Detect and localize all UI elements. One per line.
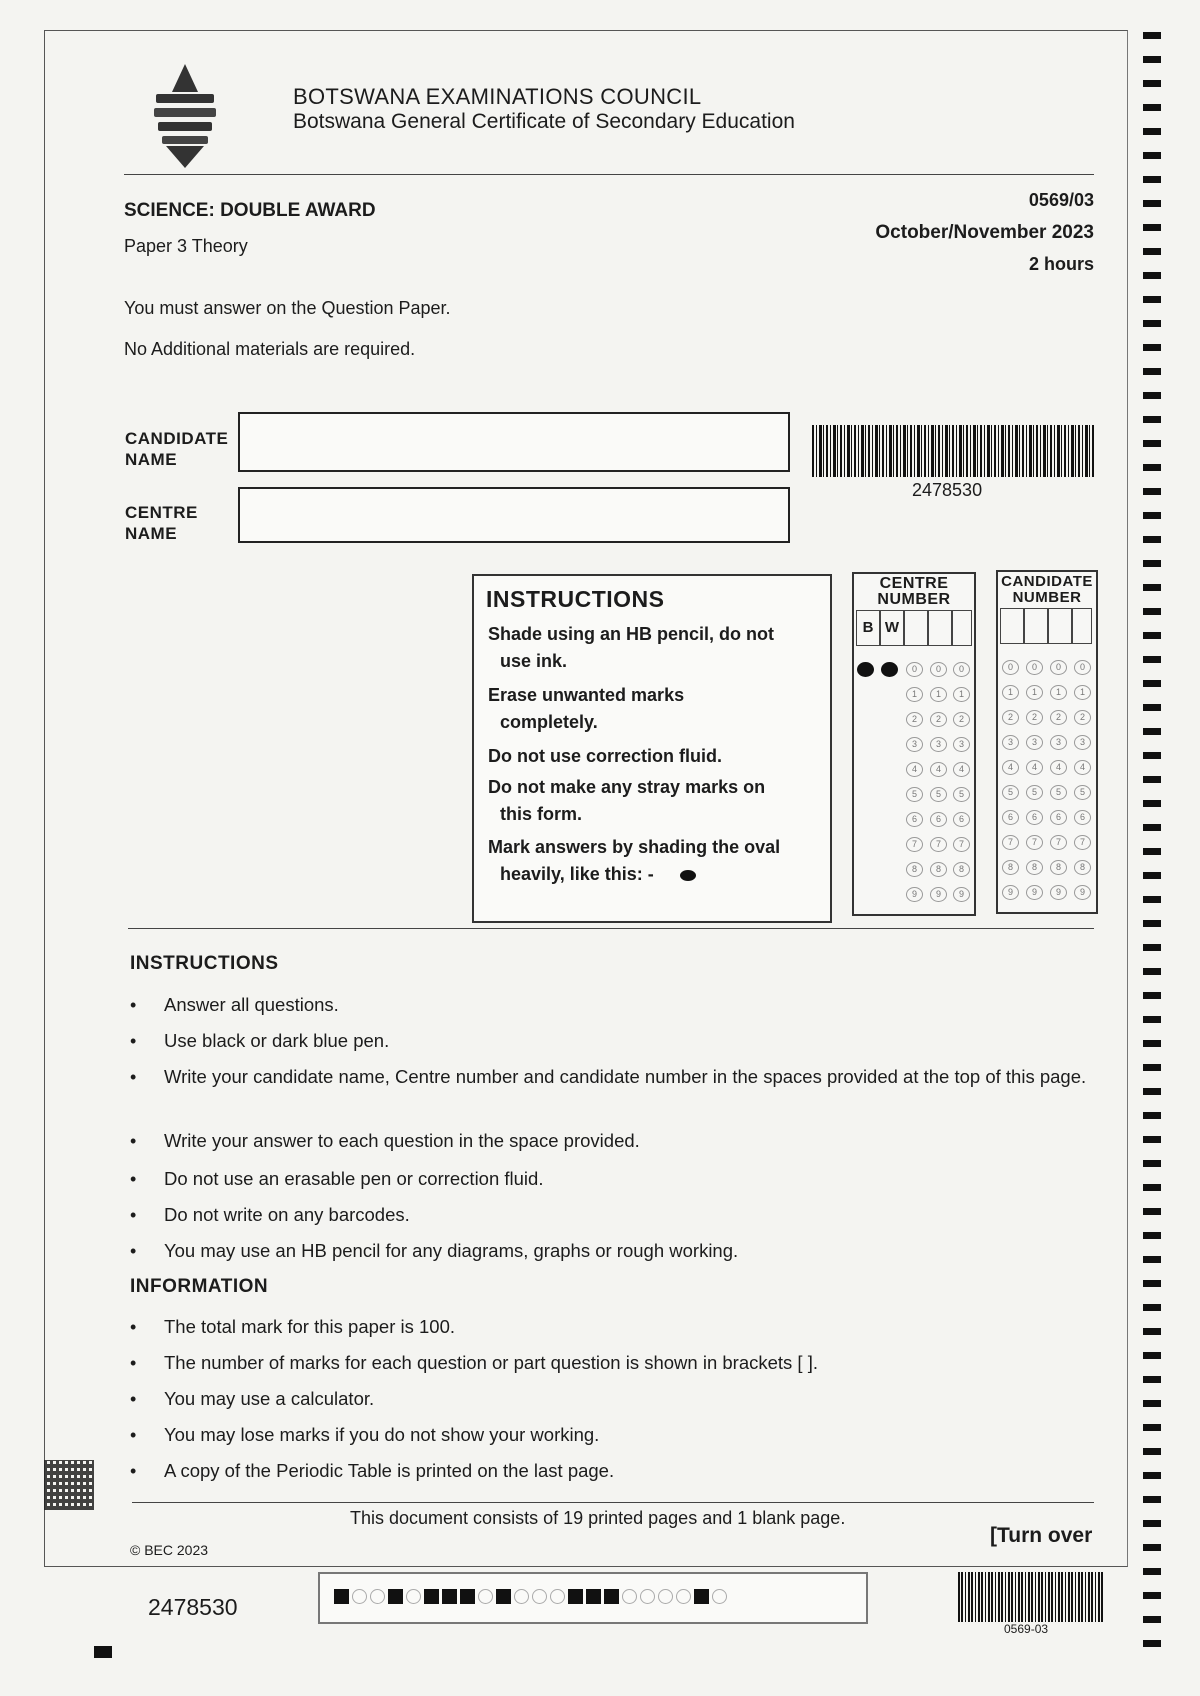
barcode-code: 0569-03 <box>1004 1622 1049 1636</box>
certificate-name: Botswana General Certificate of Secondary Education <box>293 110 795 133</box>
side-timing-mark <box>1143 1400 1161 1407</box>
timing-mark-filled <box>424 1589 439 1604</box>
side-timing-mark <box>1143 1592 1161 1599</box>
digit-oval[interactable]: 3 <box>1026 735 1043 750</box>
digit-oval[interactable]: 1 <box>930 687 947 702</box>
shading-line: Shade using an HB pencil, do not <box>488 624 775 644</box>
side-timing-mark <box>1143 1472 1161 1479</box>
shading-instructions-title: INSTRUCTIONS <box>486 586 665 612</box>
digit-oval[interactable]: 0 <box>930 662 947 677</box>
digit-oval[interactable]: 4 <box>1026 760 1043 775</box>
digit-oval[interactable]: 5 <box>1002 785 1019 800</box>
side-timing-mark <box>1143 152 1161 159</box>
digit-oval[interactable]: 6 <box>906 812 923 827</box>
side-timing-mark <box>1143 1064 1161 1071</box>
digit-oval[interactable]: 9 <box>1026 885 1043 900</box>
timing-mark-filled <box>568 1589 583 1604</box>
corner-mark <box>94 1646 112 1658</box>
centre-digit-box[interactable] <box>952 610 972 646</box>
candidate-digit-box[interactable] <box>1072 608 1092 644</box>
candidate-number-grid <box>996 570 1098 914</box>
digit-oval[interactable]: 6 <box>1050 810 1067 825</box>
footer-divider <box>132 1502 1094 1503</box>
digit-oval[interactable]: 6 <box>930 812 947 827</box>
digit-oval[interactable]: 0 <box>1026 660 1043 675</box>
digit-oval[interactable]: 8 <box>1026 860 1043 875</box>
timing-mark-empty <box>622 1589 637 1604</box>
bottom-barcode <box>958 1572 1104 1622</box>
script-number: 2478530 <box>148 1594 238 1620</box>
timing-mark-filled <box>586 1589 601 1604</box>
side-timing-mark <box>1143 536 1161 543</box>
digit-oval[interactable]: 8 <box>953 862 970 877</box>
digit-oval[interactable]: 1 <box>1074 685 1091 700</box>
digit-oval[interactable]: 9 <box>953 887 970 902</box>
digit-oval[interactable]: 7 <box>906 837 923 852</box>
side-timing-mark <box>1143 1496 1161 1503</box>
side-timing-mark <box>1143 1136 1161 1143</box>
digit-oval[interactable]: 4 <box>906 762 923 777</box>
centre-name-field[interactable] <box>238 487 790 543</box>
digit-oval[interactable]: 3 <box>906 737 923 752</box>
exam-session: October/November 2023 <box>875 222 1094 243</box>
candidate-name-field[interactable] <box>238 412 790 472</box>
digit-oval[interactable]: 7 <box>953 837 970 852</box>
digit-oval[interactable]: 6 <box>1002 810 1019 825</box>
digit-oval[interactable]: 7 <box>1074 835 1091 850</box>
side-timing-mark <box>1143 848 1161 855</box>
digit-oval[interactable]: 5 <box>1050 785 1067 800</box>
side-timing-mark <box>1143 392 1161 399</box>
shading-line: Mark answers by shading the oval <box>488 837 781 857</box>
digit-oval[interactable]: 5 <box>1026 785 1043 800</box>
side-timing-mark <box>1143 632 1161 639</box>
side-timing-mark <box>1143 608 1161 615</box>
side-timing-mark <box>1143 680 1161 687</box>
digit-oval[interactable]: 8 <box>1050 860 1067 875</box>
digit-oval[interactable]: 4 <box>1002 760 1019 775</box>
digit-oval[interactable]: 3 <box>930 737 947 752</box>
council-name: BOTSWANA EXAMINATIONS COUNCIL <box>293 84 702 109</box>
digit-oval[interactable]: 7 <box>1002 835 1019 850</box>
digit-oval[interactable]: 7 <box>1026 835 1043 850</box>
timing-track <box>334 1589 727 1604</box>
digit-oval[interactable]: 5 <box>906 787 923 802</box>
bec-logo <box>150 62 220 170</box>
side-timing-mark <box>1143 1088 1161 1095</box>
side-timing-mark <box>1143 1304 1161 1311</box>
side-timing-mark <box>1143 320 1161 327</box>
side-timing-mark <box>1143 1352 1161 1359</box>
side-timing-mark <box>1143 440 1161 447</box>
digit-oval[interactable]: 0 <box>1050 660 1067 675</box>
side-timing-mark <box>1143 104 1161 111</box>
timing-mark-empty <box>676 1589 691 1604</box>
digit-oval[interactable]: 5 <box>930 787 947 802</box>
timing-mark-empty <box>370 1589 385 1604</box>
shading-line: Erase unwanted marks <box>488 685 685 705</box>
digit-oval[interactable]: 1 <box>953 687 970 702</box>
digit-oval[interactable]: 9 <box>1050 885 1067 900</box>
side-timing-mark <box>1143 56 1161 63</box>
centre-prefix-b: B <box>856 610 880 646</box>
candidate-digit-box[interactable] <box>1000 608 1024 644</box>
digit-oval[interactable]: 2 <box>1026 710 1043 725</box>
digit-oval[interactable]: 2 <box>953 712 970 727</box>
form-divider <box>128 928 1094 929</box>
candidate-name-label: CANDIDATE NAME <box>125 429 229 469</box>
digit-oval[interactable]: 8 <box>1002 860 1019 875</box>
side-timing-mark <box>1143 1376 1161 1383</box>
digit-oval[interactable]: 9 <box>906 887 923 902</box>
side-timing-mark <box>1143 920 1161 927</box>
digit-oval[interactable]: 8 <box>1074 860 1091 875</box>
side-timing-mark <box>1143 344 1161 351</box>
side-timing-mark <box>1143 200 1161 207</box>
digit-oval[interactable]: 9 <box>1074 885 1091 900</box>
digit-oval[interactable]: 9 <box>1002 885 1019 900</box>
side-timing-mark <box>1143 584 1161 591</box>
paper-code: 0569/03 <box>1028 190 1094 210</box>
side-timing-mark <box>1143 1568 1161 1575</box>
digit-oval[interactable]: 5 <box>1074 785 1091 800</box>
digit-oval[interactable]: 3 <box>1074 735 1091 750</box>
side-timing-mark <box>1143 224 1161 231</box>
qr-code <box>44 1460 94 1510</box>
side-timing-mark <box>1143 296 1161 303</box>
digit-oval[interactable]: 8 <box>930 862 947 877</box>
side-timing-mark <box>1143 1040 1161 1047</box>
timing-mark-filled <box>460 1589 475 1604</box>
timing-mark-filled <box>334 1589 349 1604</box>
side-timing-mark <box>1143 704 1161 711</box>
side-timing-mark <box>1143 1544 1161 1551</box>
side-timing-mark <box>1143 752 1161 759</box>
side-timing-mark <box>1143 464 1161 471</box>
timing-mark-empty <box>406 1589 421 1604</box>
shading-line: use ink. <box>500 651 568 671</box>
centre-name-label: CENTRE NAME <box>125 503 198 543</box>
digit-oval[interactable]: 6 <box>1074 810 1091 825</box>
shading-line: Do not use correction fluid. <box>488 746 723 766</box>
page-count-note: This document consists of 19 printed pages and 1 blank page. <box>350 1508 846 1528</box>
digit-oval[interactable]: 9 <box>930 887 947 902</box>
digit-oval[interactable]: 0 <box>1074 660 1091 675</box>
timing-mark-filled <box>442 1589 457 1604</box>
subject-title: SCIENCE: DOUBLE AWARD <box>124 200 376 221</box>
shading-line: heavily, like this: - <box>500 864 654 884</box>
digit-oval[interactable]: 1 <box>1050 685 1067 700</box>
side-timing-mark <box>1143 1520 1161 1527</box>
digit-oval[interactable]: 4 <box>1074 760 1091 775</box>
centre-digit-box[interactable] <box>928 610 952 646</box>
side-timing-mark <box>1143 1328 1161 1335</box>
shading-line: Do not make any stray marks on <box>488 777 766 797</box>
side-timing-mark <box>1143 416 1161 423</box>
side-timing-mark <box>1143 1160 1161 1167</box>
side-timing-mark <box>1143 1616 1161 1623</box>
side-timing-mark <box>1143 80 1161 87</box>
side-timing-mark <box>1143 896 1161 903</box>
digit-oval[interactable]: 2 <box>1002 710 1019 725</box>
side-timing-mark <box>1143 728 1161 735</box>
side-timing-mark <box>1143 488 1161 495</box>
side-timing-mark <box>1143 872 1161 879</box>
timing-mark-empty <box>640 1589 655 1604</box>
copyright: © BEC 2023 <box>130 1542 209 1558</box>
timing-mark-empty <box>532 1589 547 1604</box>
side-timing-mark <box>1143 1448 1161 1455</box>
digit-oval[interactable]: 6 <box>1026 810 1043 825</box>
side-timing-mark <box>1143 1280 1161 1287</box>
digit-oval[interactable]: 0 <box>953 662 970 677</box>
digit-oval[interactable]: 3 <box>1002 735 1019 750</box>
side-timing-mark <box>1143 992 1161 999</box>
digit-oval[interactable]: 2 <box>1050 710 1067 725</box>
shading-instructions-box <box>472 574 832 923</box>
digit-oval[interactable]: 0 <box>1002 660 1019 675</box>
timing-mark-filled <box>496 1589 511 1604</box>
centre-number-grid <box>852 572 976 916</box>
timing-mark-empty <box>478 1589 493 1604</box>
digit-oval[interactable]: 1 <box>1002 685 1019 700</box>
digit-oval[interactable]: 4 <box>1050 760 1067 775</box>
digit-oval[interactable]: 2 <box>1074 710 1091 725</box>
digit-oval[interactable]: 2 <box>930 712 947 727</box>
centre-number-header-1: CENTRE <box>879 575 949 592</box>
centre-digit-box[interactable] <box>904 610 928 646</box>
information-heading: INFORMATION <box>130 1276 269 1297</box>
side-timing-mark <box>1143 1112 1161 1119</box>
timing-mark-filled <box>694 1589 709 1604</box>
digit-oval[interactable]: 8 <box>906 862 923 877</box>
side-timing-mark <box>1143 1256 1161 1263</box>
digit-oval[interactable] <box>857 662 874 677</box>
side-timing-mark <box>1143 248 1161 255</box>
side-timing-mark <box>1143 824 1161 831</box>
digit-oval[interactable]: 3 <box>953 737 970 752</box>
timing-mark-empty <box>352 1589 367 1604</box>
timing-mark-filled <box>388 1589 403 1604</box>
side-timing-mark <box>1143 968 1161 975</box>
candidate-digit-box[interactable] <box>1048 608 1072 644</box>
header-divider <box>124 174 1094 175</box>
side-timing-mark <box>1143 1640 1161 1647</box>
side-timing-mark <box>1143 1184 1161 1191</box>
instructions-heading: INSTRUCTIONS <box>130 953 279 974</box>
timing-mark-empty <box>712 1589 727 1604</box>
centre-number-header-2: NUMBER <box>877 591 951 608</box>
side-timing-mark <box>1143 560 1161 567</box>
timing-mark-filled <box>604 1589 619 1604</box>
materials-note: No Additional materials are required. <box>124 339 416 359</box>
digit-oval[interactable]: 4 <box>930 762 947 777</box>
digit-oval[interactable]: 7 <box>1050 835 1067 850</box>
digit-oval[interactable]: 3 <box>1050 735 1067 750</box>
side-timing-mark <box>1143 1208 1161 1215</box>
side-timing-mark <box>1143 272 1161 279</box>
top-barcode <box>812 425 1096 477</box>
answer-note: You must answer on the Question Paper. <box>124 298 451 318</box>
side-timing-mark <box>1143 776 1161 783</box>
digit-oval[interactable]: 1 <box>906 687 923 702</box>
paper-component: Paper 3 Theory <box>124 236 248 256</box>
shading-line: completely. <box>500 712 598 732</box>
side-timing-mark <box>1143 368 1161 375</box>
side-timing-mark <box>1143 32 1161 39</box>
side-timing-mark <box>1143 176 1161 183</box>
barcode-number: 2478530 <box>912 480 983 500</box>
side-timing-mark <box>1143 128 1161 135</box>
shading-line: this form. <box>500 804 583 824</box>
timing-mark-empty <box>658 1589 673 1604</box>
shaded-oval-example <box>680 870 696 881</box>
candidate-digit-box[interactable] <box>1024 608 1048 644</box>
turn-over: [Turn over <box>990 1524 1093 1547</box>
side-timing-mark <box>1143 1232 1161 1239</box>
side-timing-mark <box>1143 1016 1161 1023</box>
side-timing-mark <box>1143 1424 1161 1431</box>
digit-oval[interactable]: 5 <box>953 787 970 802</box>
digit-oval[interactable]: 0 <box>906 662 923 677</box>
centre-prefix-w: W <box>880 610 904 646</box>
digit-oval[interactable]: 1 <box>1026 685 1043 700</box>
side-timing-mark <box>1143 800 1161 807</box>
digit-oval[interactable]: 6 <box>953 812 970 827</box>
candidate-number-header-2: NUMBER <box>1012 589 1082 606</box>
side-timing-mark <box>1143 656 1161 663</box>
exam-duration: 2 hours <box>1028 254 1094 274</box>
candidate-number-header-1: CANDIDATE <box>1001 573 1093 590</box>
digit-oval[interactable]: 2 <box>906 712 923 727</box>
digit-oval[interactable]: 7 <box>930 837 947 852</box>
side-timing-mark <box>1143 512 1161 519</box>
timing-mark-empty <box>550 1589 565 1604</box>
digit-oval[interactable] <box>881 662 898 677</box>
digit-oval[interactable]: 4 <box>953 762 970 777</box>
side-timing-mark <box>1143 944 1161 951</box>
timing-mark-empty <box>514 1589 529 1604</box>
